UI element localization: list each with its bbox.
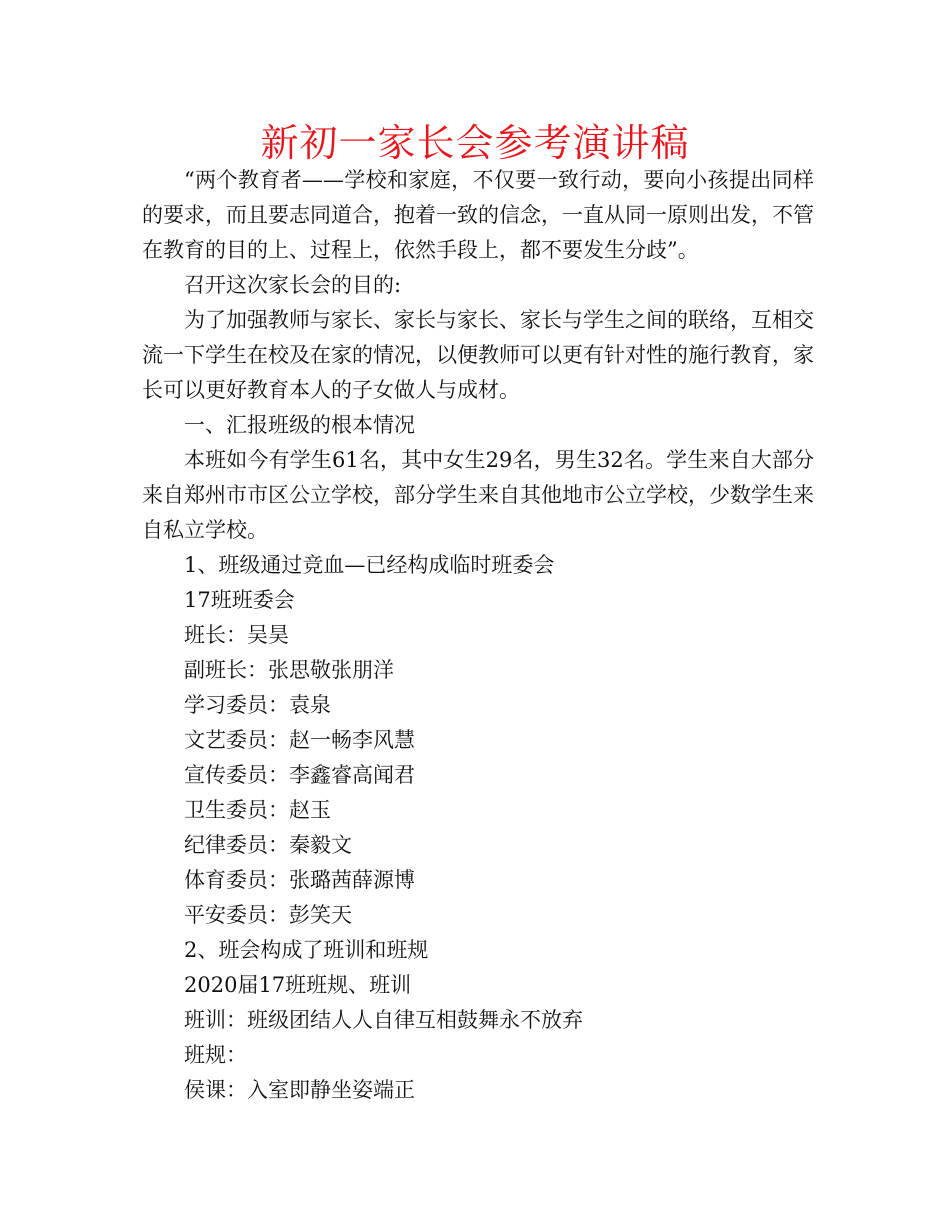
purpose-paragraph: 为了加强教师与家长、家长与家长、家长与学生之间的联络，互相交流一下学生在校及在家的情况，以便教师可以更有针对性的施行教育，家长可以更好教育本人的子女做人与成材。 <box>142 308 814 402</box>
class-committee-title: 17班班委会 <box>184 588 295 612</box>
committee-hygiene: 卫生委员：赵玉 <box>184 798 331 822</box>
committee-sports: 体育委员：张璐茜薛源博 <box>184 868 415 892</box>
section-heading-class-status: 一、汇报班级的根本情况 <box>184 413 415 437</box>
class-rule-waiting: 侯课：入室即静坐姿端正 <box>184 1078 415 1102</box>
committee-study: 学习委员：袁泉 <box>184 693 331 717</box>
purpose-heading: 召开这次家长会的目的: <box>184 273 402 297</box>
committee-publicity: 宣传委员：李鑫睿高闻君 <box>184 763 415 787</box>
committee-vice-monitor: 副班长：张思敬张朋洋 <box>184 658 394 682</box>
document-body <box>142 163 814 1108</box>
document-title: 新初一家长会参考演讲稿 <box>260 121 690 165</box>
committee-monitor: 班长：吴昊 <box>184 623 289 647</box>
committee-discipline: 纪律委员：秦毅文 <box>184 833 352 857</box>
committee-arts: 文艺委员：赵一畅李风慧 <box>184 728 415 752</box>
quote-paragraph: “两个教育者——学校和家庭，不仅要一致行动，要向小孩提出同样的要求，而且要志同道合，抱着一致的信念，一直从同一原则出发，不管在教育的目的上、过程上，依然手段上，都不要发生分歧”。 <box>142 168 814 262</box>
class-rules-title: 2020届17班班规、班训 <box>184 973 412 997</box>
committee-safety: 平安委员：彭笑天 <box>184 903 352 927</box>
item-class-committee-heading: 1、班级通过竞血—已经构成临时班委会 <box>184 553 555 577</box>
class-motto: 班训：班级团结人人自律互相鼓舞永不放弃 <box>184 1008 583 1032</box>
item-class-rules-heading: 2、班会构成了班训和班规 <box>184 938 429 962</box>
class-rules-label: 班规： <box>184 1043 247 1067</box>
class-status-paragraph: 本班如今有学生61名，其中女生29名，男生32名。学生来自大部分来自郑州市市区公立学校，部分学生来自其他地市公立学校，少数学生来自私立学校。 <box>142 448 814 542</box>
